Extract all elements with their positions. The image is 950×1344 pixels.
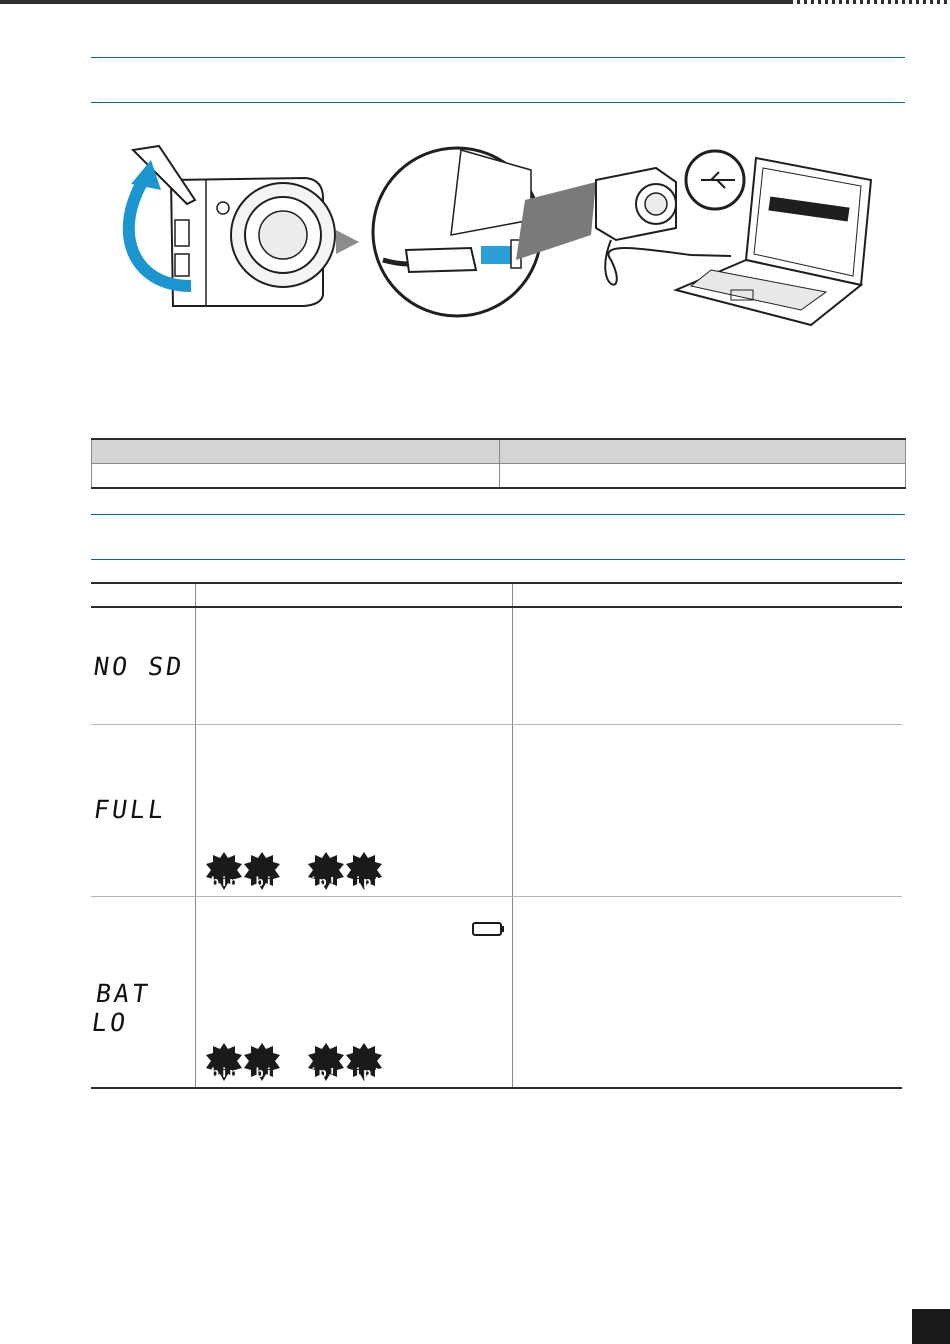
error-code-cell xyxy=(91,897,196,1089)
beep-text: bip! bip! bip! bip! xyxy=(211,1065,379,1080)
beep-text: bip! bip! bip! bip! xyxy=(211,874,379,889)
error-row-full xyxy=(91,725,902,897)
usb-plug-closeup xyxy=(373,148,541,316)
battery-empty-icon xyxy=(472,921,506,937)
page-number-tab xyxy=(912,1309,950,1344)
error-cause-cell xyxy=(196,607,513,725)
lcd-code: NO SD xyxy=(91,652,187,681)
reference-table-row xyxy=(92,464,906,489)
error-cause-cell xyxy=(196,725,513,897)
usb-connection-illustration xyxy=(91,140,881,330)
reference-table-header-cell xyxy=(500,439,906,464)
beep-signal xyxy=(204,850,386,892)
error-table-header-cell xyxy=(513,583,903,607)
section-header-connection xyxy=(91,57,905,103)
error-code-cell xyxy=(91,725,196,897)
top-tick-marks xyxy=(790,0,950,4)
error-table-header-cell xyxy=(91,583,196,607)
step-arrow xyxy=(336,230,359,254)
error-row-no-sd xyxy=(91,607,902,725)
error-code-cell xyxy=(91,607,196,725)
camera-with-usb-icon xyxy=(596,151,744,285)
beep-signal xyxy=(204,1041,386,1083)
error-remedy-cell xyxy=(513,607,903,725)
reference-table-cell xyxy=(500,464,906,489)
error-messages-table xyxy=(91,582,902,1089)
camera-open-cover-figure xyxy=(129,146,335,306)
reference-table-header-row xyxy=(92,439,906,464)
error-table-header-cell xyxy=(196,583,513,607)
error-table-header-row xyxy=(91,583,902,607)
reference-table xyxy=(91,438,906,489)
reference-table-header-cell xyxy=(92,439,500,464)
reference-table-cell xyxy=(92,464,500,489)
lcd-code: BAT LO xyxy=(89,979,153,1037)
error-remedy-cell xyxy=(513,897,903,1089)
lcd-code: FULL xyxy=(91,795,169,824)
section-header-error-messages xyxy=(91,514,905,560)
error-row-bat-lo xyxy=(91,897,902,1089)
top-rule xyxy=(0,0,790,4)
error-cause-cell xyxy=(196,897,513,1089)
error-remedy-cell xyxy=(513,725,903,897)
